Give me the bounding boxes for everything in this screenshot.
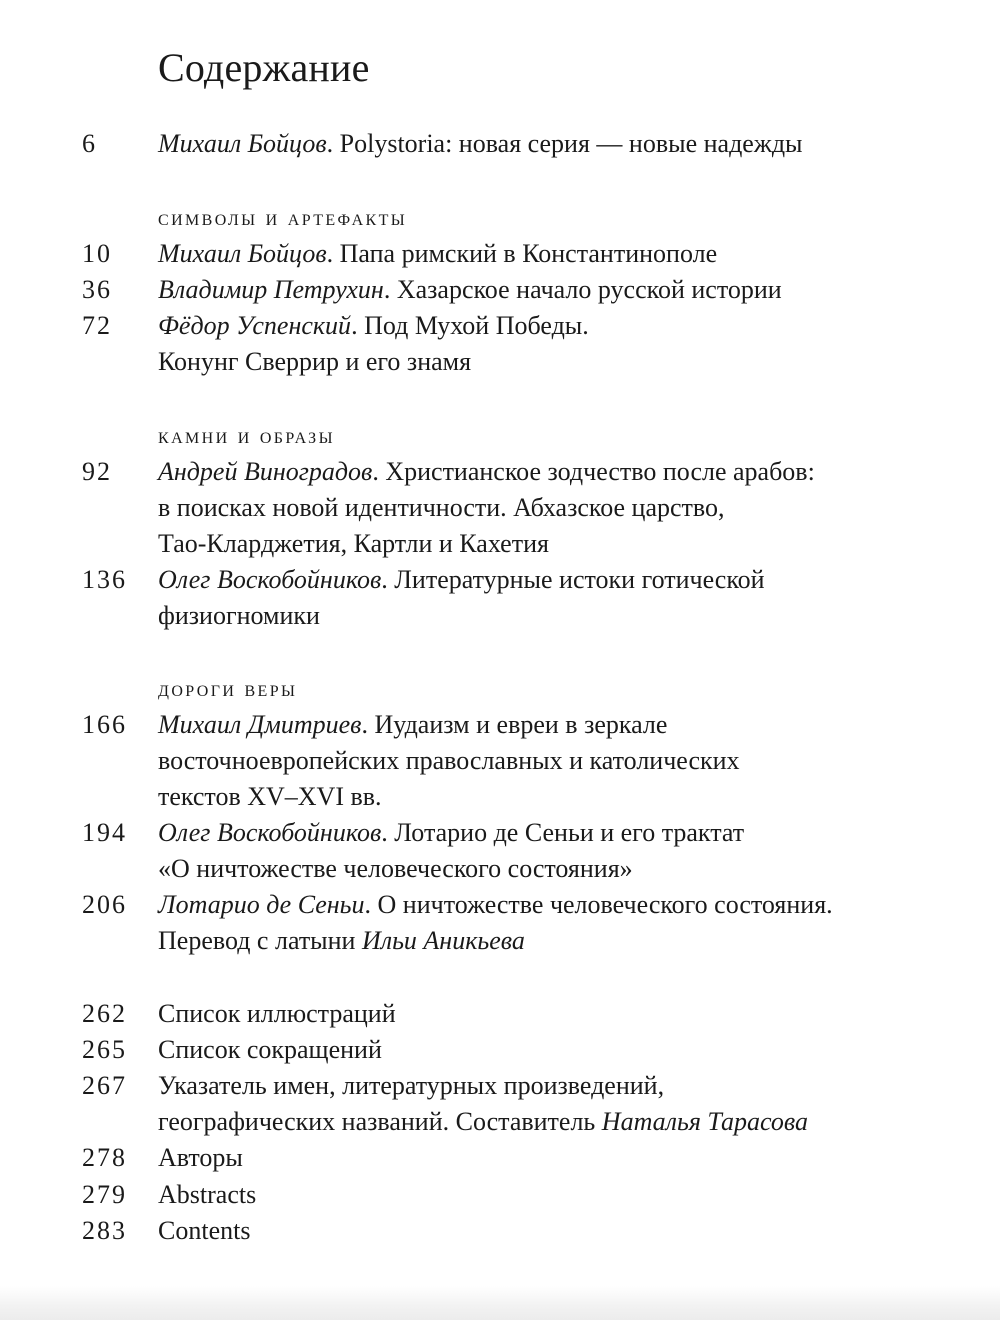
translator-name: Ильи Аникьева: [361, 926, 525, 955]
entry-text: [158, 1213, 958, 1249]
page-number: 6: [82, 129, 97, 158]
page-number: 278: [82, 1143, 127, 1172]
page-number: 36: [82, 275, 112, 304]
page-number: 267: [82, 1071, 127, 1100]
page-number: 10: [82, 239, 112, 268]
page-number: 265: [82, 1035, 127, 1064]
entry-title: Contents: [158, 1216, 251, 1245]
entry-title-line3: текстов XV–XVI вв.: [158, 782, 382, 811]
entry-title: . Литературные истоки готической: [381, 565, 765, 594]
section-heading: символы и артефакты: [158, 205, 408, 230]
entry-title: . Папа римский в Константинополе: [326, 239, 718, 268]
entry-title: Авторы: [158, 1143, 243, 1172]
page-title: Содержание: [158, 45, 370, 90]
entry-text: [158, 1068, 958, 1140]
entry-author: Фёдор Успенский: [158, 311, 352, 340]
entry-title-line3: Тао-Кларджетия, Картли и Кахетия: [158, 529, 549, 558]
page-number: 194: [82, 818, 127, 847]
entry-title-line2: «О ничтожестве человеческого состояния»: [158, 854, 633, 883]
entry-author: Михаил Бойцов: [158, 239, 327, 268]
entry-title-line2: в поисках новой идентичности. Абхазское царство,: [158, 493, 725, 522]
entry-author: Андрей Виноградов: [158, 457, 373, 486]
entry-title: . Лотарио де Сеньи и его трактат: [381, 818, 745, 847]
page-number: 72: [82, 311, 112, 340]
page-number: 279: [82, 1180, 127, 1209]
entry-text: [158, 308, 958, 380]
entry-title: . Polystoria: новая серия — новые надежды: [326, 129, 803, 158]
page-number: 283: [82, 1216, 127, 1245]
entry-author: Лотарио де Сеньи: [158, 890, 365, 919]
entry-title: . Под Мухой Победы.: [351, 311, 589, 340]
section-heading: камни и образы: [158, 423, 335, 448]
page-bottom-edge: [0, 1286, 1000, 1320]
page-number: 136: [82, 565, 127, 594]
entry-text: [158, 1032, 958, 1068]
entry-text: [158, 887, 958, 959]
entry-title: Указатель имен, литературных произведений,: [158, 1071, 665, 1100]
entry-title: . Христианское зодчество после арабов:: [372, 457, 815, 486]
entry-text: [158, 236, 958, 272]
page-number: 206: [82, 890, 127, 919]
entry-title-line2: географических названий. Составитель: [158, 1107, 602, 1136]
page-number: 166: [82, 710, 127, 739]
entry-text: [158, 562, 958, 634]
entry-author: Михаил Бойцов: [158, 129, 327, 158]
entry-title-line2: Перевод с латыни: [158, 926, 362, 955]
section-heading: дороги веры: [158, 676, 298, 701]
entry-title-line2: Конунг Сверрир и его знамя: [158, 347, 472, 376]
entry-title: Список сокращений: [158, 1035, 382, 1064]
entry-title: . Иудаизм и евреи в зеркале: [361, 710, 668, 739]
entry-text: [158, 707, 958, 815]
entry-title: . Хазарское начало русской истории: [383, 275, 782, 304]
entry-text: [158, 1140, 958, 1176]
page-number: 92: [82, 457, 112, 486]
entry-title-line2: физиогномики: [158, 601, 320, 630]
entry-title: Abstracts: [158, 1180, 257, 1209]
entry-title: . О ничтожестве человеческого состояния.: [364, 890, 833, 919]
entry-title-line2: восточноевропейских православных и католических: [158, 746, 740, 775]
entry-text: [158, 996, 958, 1032]
entry-title: Список иллюстраций: [158, 999, 396, 1028]
entry-text: [158, 1177, 958, 1213]
entry-author: Олег Воскобойников: [158, 818, 382, 847]
entry-text: [158, 454, 958, 562]
page-number: 262: [82, 999, 127, 1028]
entry-author: Олег Воскобойников: [158, 565, 382, 594]
entry-author: Владимир Петрухин: [158, 275, 384, 304]
entry-text: [158, 272, 958, 308]
entry-author: Михаил Дмитриев: [158, 710, 362, 739]
entry-text: [158, 126, 958, 162]
compiler-name: Наталья Тарасова: [601, 1107, 808, 1136]
entry-text: [158, 815, 958, 887]
